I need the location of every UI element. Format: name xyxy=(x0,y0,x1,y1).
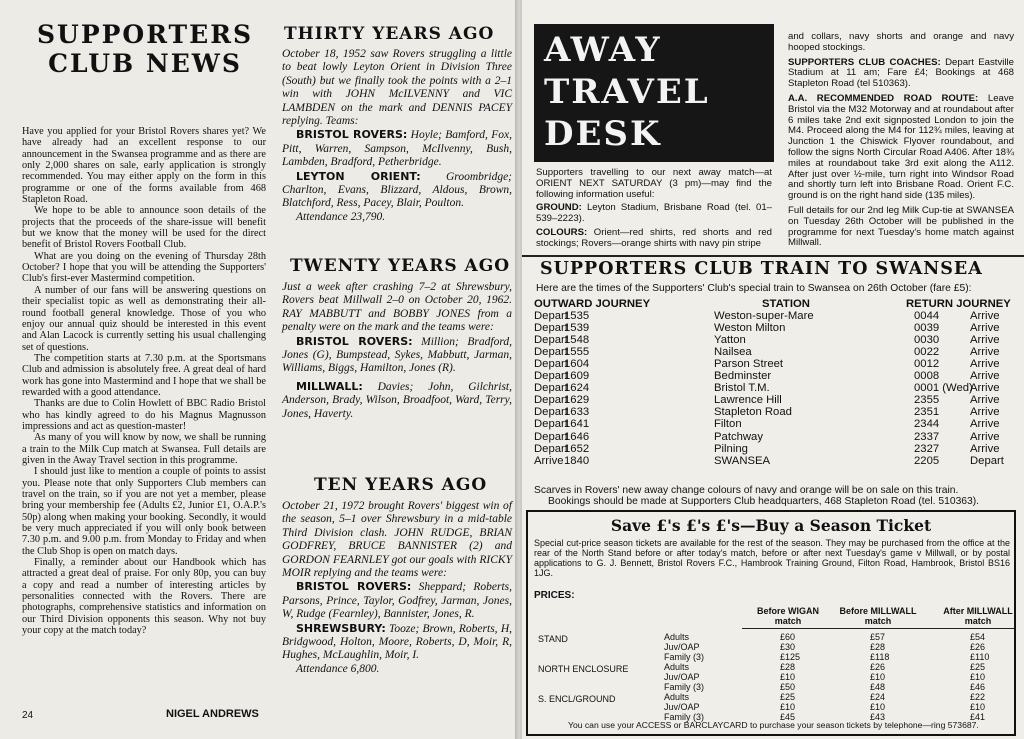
train-dep: Depart xyxy=(534,382,568,395)
train-arr: Arrive xyxy=(970,406,1000,419)
train-row xyxy=(534,370,1018,382)
supporters-paragraph: Finally, a reminder about our Handbook which has attracted a great deal of praise. For only 80p, you can buy a copy and read a number of interesting articles by personalities connected with the Rovers. There are photographs, comprehensive statistics and information on our Third Division opponents this season. Why not buy your copy at the match today? xyxy=(22,557,266,637)
prices-label: PRICES: xyxy=(534,590,575,601)
price-type: Juv/OAP xyxy=(664,702,700,712)
price-value: £24 xyxy=(870,692,886,702)
price-value: £26 xyxy=(970,642,986,652)
train-station: Filton xyxy=(714,418,742,431)
price-header: Before WIGAN match xyxy=(756,606,819,626)
price-value: £41 xyxy=(970,712,986,722)
supporters-club-news-body xyxy=(22,126,266,636)
price-value: £54 xyxy=(970,632,986,642)
train-station: Parson Street xyxy=(714,358,784,371)
train-row xyxy=(534,455,1018,467)
twenty-years-ago-heading: TWENTY YEARS AGO xyxy=(290,256,511,276)
train-arr: Arrive xyxy=(970,430,1000,443)
supporters-paragraph: I should just like to mention a couple of points to assist you. Please note that only Supporters Club members can travel on the train, so if you are not yet a member, please bring your membership fee (Adults £2, Junior £1, O.A.P.'s 50p) along when making your booking. Secondly, it would be very much appreciated if you will only book between 7.30 p.m. and 9.00 p.m. from Monday to Friday and when the Club Shop is open on match days. xyxy=(22,466,266,557)
train-time: 1535 xyxy=(564,310,590,323)
train-dep: Depart xyxy=(534,370,568,383)
train-dep: Depart xyxy=(534,418,568,431)
train-dep: Depart xyxy=(534,406,568,419)
price-value: £60 xyxy=(780,632,796,642)
train-time: 1539 xyxy=(564,322,590,335)
train-rtime: 2205 xyxy=(914,454,940,467)
train-dep: Depart xyxy=(534,358,568,371)
train-arr: Arrive xyxy=(970,394,1000,407)
price-value: £48 xyxy=(870,682,886,692)
season-ticket-box xyxy=(526,510,1016,736)
price-value: £22 xyxy=(970,692,986,702)
team-name: BRISTOL ROVERS: xyxy=(296,334,413,348)
price-type: Juv/OAP xyxy=(664,672,700,682)
train-dep: Depart xyxy=(534,322,568,335)
train-dep: Depart xyxy=(534,346,568,359)
train-rtime: 0039 xyxy=(914,322,940,335)
train-heading: SUPPORTERS CLUB TRAIN TO SWANSEA xyxy=(540,259,983,279)
train-rtime: 2337 xyxy=(914,430,940,443)
price-value: £10 xyxy=(780,672,796,682)
train-rtime: 0008 xyxy=(914,370,940,383)
price-value: £110 xyxy=(970,652,990,662)
price-value: £50 xyxy=(780,682,796,692)
team-name: MILLWALL: xyxy=(296,379,363,393)
train-arr: Arrive xyxy=(970,382,1000,395)
price-group-name: S. ENCL/GROUND xyxy=(538,694,616,704)
train-arr: Arrive xyxy=(970,322,1000,335)
price-value: £118 xyxy=(870,652,890,662)
train-dep: Depart xyxy=(534,394,568,407)
supporters-paragraph: A number of our fans will be answering questions on their specialist topic as well as demonstrating their all-round football general knowledge. Those of you who enjoy our annual quiz should be interested in this event and Alan Lacock is currently setting his usual challenging set of questions. xyxy=(22,284,266,353)
page-number: 24 xyxy=(22,710,34,721)
price-value: £10 xyxy=(970,672,986,682)
ten-years-ago-heading: TEN YEARS AGO xyxy=(314,475,488,495)
thirty-years-ago-body: October 18, 1952 saw Rovers struggling a little to beat lowly Leyton Orient in Division Three (South) but we finally took the points with a 2–1 win with JOHN McILVENNY and VIC LAMBDEN on the mark and DENNIS PACEY replying. Teams: BRISTOL ROVERS: Hoyle; Bamford, Fox, Pitt, Warren, Sampson, McIlvenny, Bush, Lambden, Bradford, Petherbridge. LEYTON ORIENT: Groombridge; Charlton, Evans, Blizzard, Aldous, Brown, Blatchford, Ress, Pacey, Blair, Poulton. Attendance 23,790. xyxy=(282,48,512,223)
train-row xyxy=(534,443,1018,455)
train-row xyxy=(534,418,1018,430)
train-station: SWANSEA xyxy=(714,454,771,467)
price-value: £57 xyxy=(870,632,886,642)
price-type: Adults xyxy=(664,662,690,672)
train-arr: Arrive xyxy=(970,418,1000,431)
train-row xyxy=(534,322,1018,334)
train-dep: Depart xyxy=(534,334,568,347)
train-station: Patchway xyxy=(714,430,763,443)
price-type: Adults xyxy=(664,632,690,642)
train-station: Bristol T.M. xyxy=(714,382,770,395)
price-header-rule xyxy=(742,628,1014,629)
price-value: £25 xyxy=(780,692,796,702)
train-arr: Arrive xyxy=(970,358,1000,371)
train-station: Pilning xyxy=(714,442,748,455)
away-travel-desk-banner: AWAY TRAVEL DESK xyxy=(534,24,774,162)
away-travel-intro: Supporters travelling to our next away match—at ORIENT NEXT SATURDAY (3 pm)—may find the following information useful: GROUND: Leyton Stadium, Brisbane Road (tel. 01–539–2223). COLOURS: Orient—red shirts, red shorts and red stockings; Rovers—orange shirts with navy pin stripe xyxy=(536,167,772,249)
train-time: 1609 xyxy=(564,370,590,383)
price-value: £10 xyxy=(780,702,796,712)
supporters-paragraph: What are you doing on the evening of Thursday 28th October? I hope that you will be attending the Supporters' Club's first-ever Mastermind competition. xyxy=(22,250,266,285)
price-value: £125 xyxy=(780,652,801,662)
price-header: After MILLWALL match xyxy=(943,606,1013,626)
team-name: SHREWSBURY: xyxy=(296,621,386,635)
season-ticket-heading: Save £'s £'s £'s—Buy a Season Ticket xyxy=(610,516,932,535)
team-name: BRISTOL ROVERS: xyxy=(296,128,408,142)
price-type: Family (3) xyxy=(664,712,704,722)
train-station: Nailsea xyxy=(714,346,752,359)
price-type: Juv/OAP xyxy=(664,642,700,652)
train-time: 1548 xyxy=(564,334,590,347)
train-row xyxy=(534,346,1018,358)
train-intro: Here are the times of the Supporters' Club's special train to Swansea on 26th October (fare £5): xyxy=(536,283,972,294)
train-arr: Arrive xyxy=(970,334,1000,347)
price-group-name: STAND xyxy=(538,634,568,644)
price-value: £43 xyxy=(870,712,886,722)
train-rtime: 0030 xyxy=(914,334,940,347)
train-row xyxy=(534,334,1018,346)
train-arr: Arrive xyxy=(970,370,1000,383)
supporters-paragraph: As many of you will know by now, we shall be running a train to the Milk Cup match at Swansea. Full details are given in the Away Travel section in this programme. xyxy=(22,432,266,466)
price-value: £45 xyxy=(780,712,796,722)
train-station: Stapleton Road xyxy=(714,406,792,419)
train-rtime: 2355 xyxy=(914,394,940,407)
team-name: BRISTOL ROVERS: xyxy=(296,580,412,594)
price-group-name: NORTH ENCLOSURE xyxy=(538,664,629,674)
train-rtime: 2327 xyxy=(914,442,940,455)
outward-header: OUTWARD JOURNEY xyxy=(534,298,651,310)
supporters-club-news-title: SUPPORTERS CLUB NEWS xyxy=(36,20,254,78)
price-value: £26 xyxy=(870,662,886,672)
ticket-footer: You can use your ACCESS or BARCLAYCARD to purchase your season tickets by telephone—ring 573687. xyxy=(568,720,979,730)
train-dep: Depart xyxy=(534,310,568,323)
train-time: 1604 xyxy=(564,358,590,371)
divider xyxy=(522,255,1024,257)
train-time: 1633 xyxy=(564,406,590,419)
train-rtime: 2351 xyxy=(914,406,940,419)
train-time: 1641 xyxy=(564,418,590,431)
price-header: Before MILLWALL match xyxy=(839,606,917,626)
train-time: 1646 xyxy=(564,430,590,443)
season-ticket-text: Special cut-price season tickets are available for the rest of the season. They may be purchased from the office at the rear of the North Stand before or after today's match, before or after next Tuesday's game v Millwall, or by postal applications to G. J. Bennett, Bristol Rovers F.C., Hambrook Training Ground, Filton Road, Hambrook, Bristol BS16 1JG. xyxy=(534,538,1010,578)
train-row xyxy=(534,406,1018,418)
train-timetable xyxy=(534,298,1018,467)
train-rtime: 0022 xyxy=(914,346,940,359)
thirty-years-ago-heading: THIRTY YEARS AGO xyxy=(284,24,495,44)
train-row xyxy=(534,431,1018,443)
train-time: 1652 xyxy=(564,442,590,455)
train-time: 1629 xyxy=(564,394,590,407)
train-rtime: 0044 xyxy=(914,310,940,323)
price-value: £25 xyxy=(970,662,986,672)
train-row xyxy=(534,382,1018,394)
train-station: Weston-super-Mare xyxy=(714,310,814,323)
station-header: STATION xyxy=(762,298,810,310)
train-station: Bedminster xyxy=(714,370,772,383)
price-table xyxy=(528,604,1014,722)
train-arr: Depart xyxy=(970,454,1004,467)
train-notes: Scarves in Rovers' new away change colours of navy and orange will be on sale on this train. Bookings should be made at Supporters Club headquarters, 468 Stapleton Road (tel. 510363). xyxy=(534,485,980,507)
train-time: 1555 xyxy=(564,346,590,359)
train-arr: Arrive xyxy=(970,310,1000,323)
train-arr: Arrive xyxy=(970,442,1000,455)
train-station: Lawrence Hill xyxy=(714,394,782,407)
train-rtime: 0012 xyxy=(914,358,940,371)
ten-years-ago-body: October 21, 1972 brought Rovers' biggest win of the season, 5–1 over Shrewsbury in a mid-table Third Division clash. JOHN RUDGE, BRIAN GODFREY, BRUCE BANNISTER (2) and GORDON FEARNLEY got our goals with RICKY MOIR replying and the teams were: BRISTOL ROVERS: Sheppard; Roberts, Parsons, Prince, Taylor, Godfrey, Jarman, Jones, W, Rudge (Fearnley), Bannister, Jones, R. SHREWSBURY: Tooze; Brown, Roberts, H, Bridgwood, Holton, Moore, Roberts, D, Moir, R, Hughes, McLaughlin, Moir, I. Attendance 6,800. xyxy=(282,500,512,675)
return-header: RETURN JOURNEY xyxy=(906,298,1011,310)
price-value: £28 xyxy=(870,642,886,652)
train-station: Yatton xyxy=(714,334,746,347)
train-dep: Depart xyxy=(534,442,568,455)
supporters-paragraph: Thanks are due to Colin Howlett of BBC Radio Bristol who has kindly agreed to do his Magnus Magnusson impressions and act as question-master! xyxy=(22,398,266,432)
author: NIGEL ANDREWS xyxy=(166,708,259,720)
price-value: £10 xyxy=(870,702,886,712)
supporters-paragraph: We hope to be able to announce soon details of the projects that the proceeds of the share-issue will benefit but we know that the money will be used for the direct benefit of Bristol Rovers Football Club. xyxy=(22,205,266,251)
price-value: £28 xyxy=(780,662,796,672)
price-value: £10 xyxy=(870,672,886,682)
price-value: £46 xyxy=(970,682,986,692)
train-time: 1840 xyxy=(564,454,590,467)
train-row xyxy=(534,310,1018,322)
price-value: £30 xyxy=(780,642,796,652)
train-station: Weston Milton xyxy=(714,322,786,335)
train-dep: Arrive xyxy=(534,454,564,467)
train-rtime: 0001 (Wed) xyxy=(914,382,973,395)
price-type: Adults xyxy=(664,692,690,702)
price-value: £10 xyxy=(970,702,986,712)
price-type: Family (3) xyxy=(664,682,704,692)
team-name: LEYTON ORIENT: xyxy=(296,169,421,183)
train-row xyxy=(534,358,1018,370)
train-rtime: 2344 xyxy=(914,418,940,431)
twenty-years-ago-body: Just a week after crashing 7–2 at Shrewsbury, Rovers beat Millwall 2–0 on October 20, 1962. RAY MABBUTT and BOBBY JONES from a penalty were on the mark and the teams were: BRISTOL ROVERS: Million; Bradford, Jones (G), Bumpstead, Sykes, Mabbutt, Jarman, Williams, Biggs, Hamilton, Jones (R). MILLWALL: Davies; John, Gilchrist, Anderson, Brady, Wilson, Broadfoot, Ward, Terry, Jones, Haverty. xyxy=(282,281,512,420)
away-travel-details: and collars, navy shorts and orange and navy hooped stockings. SUPPORTERS CLUB COACHES: Depart Eastville Stadium at 11 am; Fare £4; Bookings at 468 Stapleton Road (tel 510363). A.A. RECOMMENDED ROAD ROUTE: Leave Bristol via the M32 Motorway and at roundabout after 6 miles take 2nd exit signposted London to join the M4. Proceed along the M4 for 112¾ miles, leaving at Junction 1 the Chiswick Flyover roundabout, and follow the signs North Circular Road A406. After 18¾ miles at roundabout take 3rd exit along the A112. After just over ½-mile, turn right into Windsor Road and shortly turn left into Brisbane Road. Orient F.C. ground is on the right hand side (135 miles). Full details for our 2nd leg Milk Cup-tie at SWANSEA on Tuesday 26th October will be published in the programme for next Tuesday's home match against Millwall. xyxy=(788,31,1014,249)
supporters-paragraph: Have you applied for your Bristol Rovers shares yet? We have already had an excellent response to our announcement in the Swansea programme and as there are only 2,000 shares on sale, early application is strongly recommended. You may either apply on the form in this programme or one of the forms available from 468 Stapleton Road. xyxy=(22,126,266,206)
train-dep: Depart xyxy=(534,430,568,443)
supporters-paragraph: The competition starts at 7.30 p.m. at the Sportsmans Club and admission is absolutely free. A great deal of hard work has gone into Mastermind and I hope that we shall be rewarded with a good attendance. xyxy=(22,352,266,398)
price-type: Family (3) xyxy=(664,652,704,662)
train-arr: Arrive xyxy=(970,346,1000,359)
train-row xyxy=(534,394,1018,406)
train-time: 1624 xyxy=(564,382,590,395)
